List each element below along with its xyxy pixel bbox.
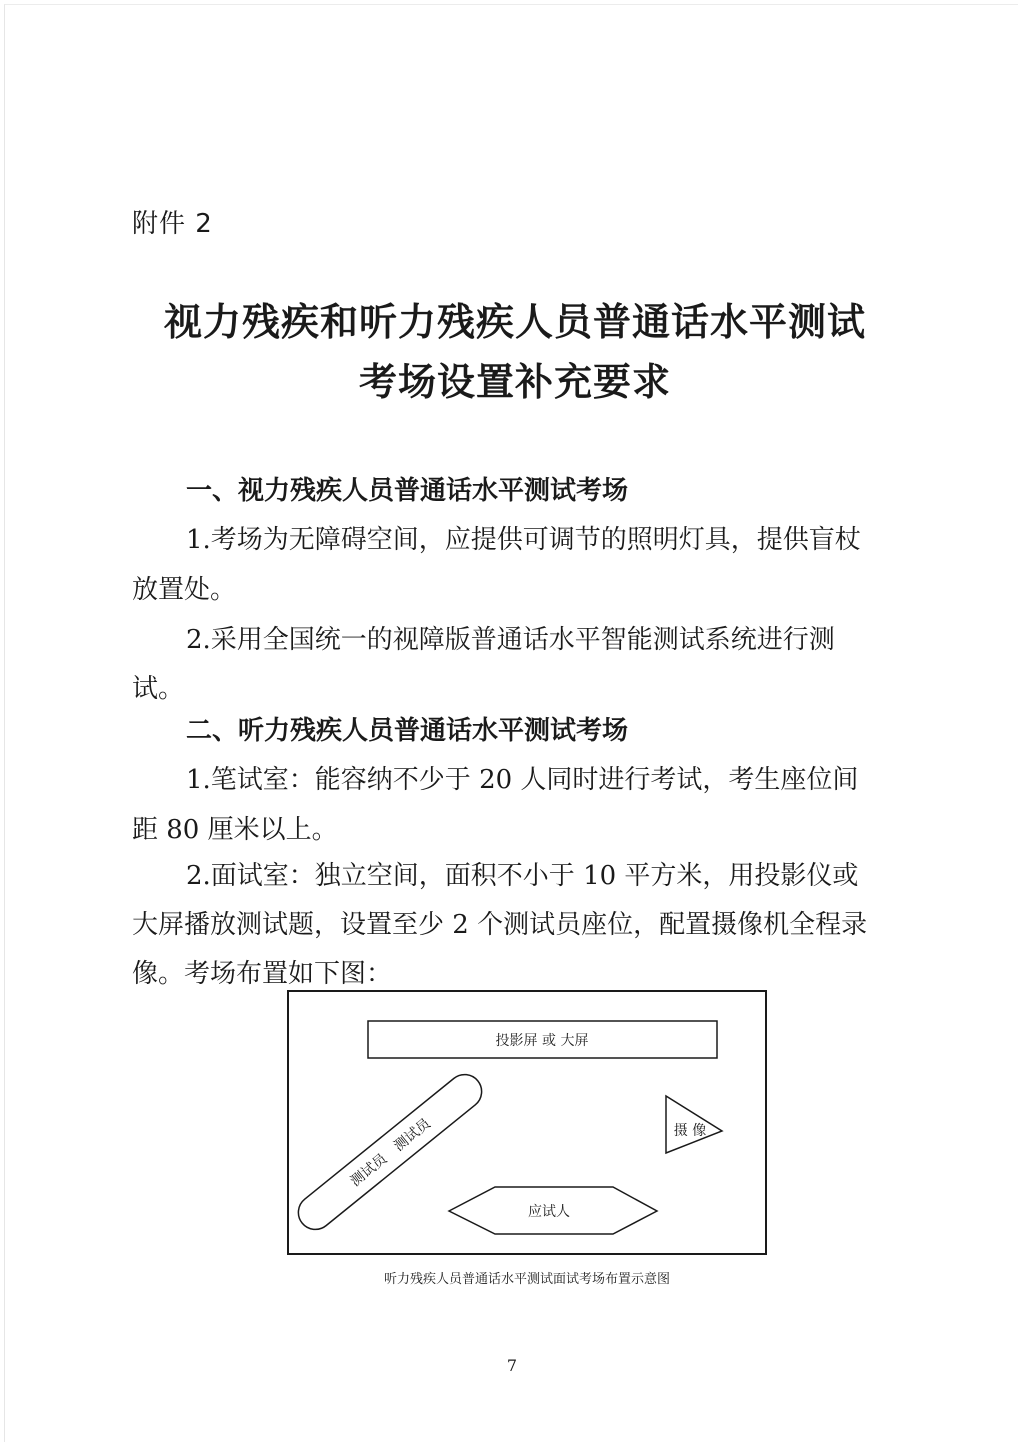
camera-label: 摄 像	[673, 1123, 707, 1139]
section-1-item-2-line-2: 试。	[132, 674, 185, 704]
section-2-item-1-line-2: 距 80 厘米以上。	[132, 815, 338, 845]
section-2-item-2-line-3: 像。考场布置如下图：	[132, 959, 393, 989]
tester-seats-label: 测试员 测试员	[347, 1115, 434, 1190]
document-title-line-2: 考场设置补充要求	[358, 359, 671, 404]
section-1-item-1-line-1: 1.考场为无障碍空间，应提供可调节的照明灯具，提供盲杖	[186, 525, 861, 555]
page-number: 7	[506, 1356, 518, 1375]
section-1-item-1-line-2: 放置处。	[132, 575, 237, 605]
diagram-caption: 听力残疾人员普通话水平测试面试考场布置示意图	[383, 1272, 670, 1287]
section-2-item-2-line-2: 大屏播放测试题，设置至少 2 个测试员座位，配置摄像机全程录	[132, 910, 868, 940]
section-1-item-2-line-1: 2.采用全国统一的视障版普通话水平智能测试系统进行测	[186, 625, 835, 655]
projection-screen-label: 投影屏 或 大屏	[495, 1033, 589, 1049]
section-2-item-1-line-1: 1.笔试室：能容纳不少于 20 人同时进行考试，考生座位间	[186, 765, 859, 795]
diagram-canvas	[287, 990, 767, 1255]
candidate-label: 应试人	[528, 1204, 570, 1220]
section-2-item-2-line-1: 2.面试室：独立空间，面积不小于 10 平方米，用投影仪或	[186, 861, 859, 891]
section-2-heading: 二、听力残疾人员普通话水平测试考场	[186, 716, 629, 746]
exam-room-layout-diagram	[287, 990, 767, 1255]
document-title-line-1: 视力残疾和听力残疾人员普通话水平测试	[163, 299, 866, 344]
attachment-label: 附件 2	[132, 209, 213, 239]
section-1-heading: 一、视力残疾人员普通话水平测试考场	[186, 476, 629, 506]
